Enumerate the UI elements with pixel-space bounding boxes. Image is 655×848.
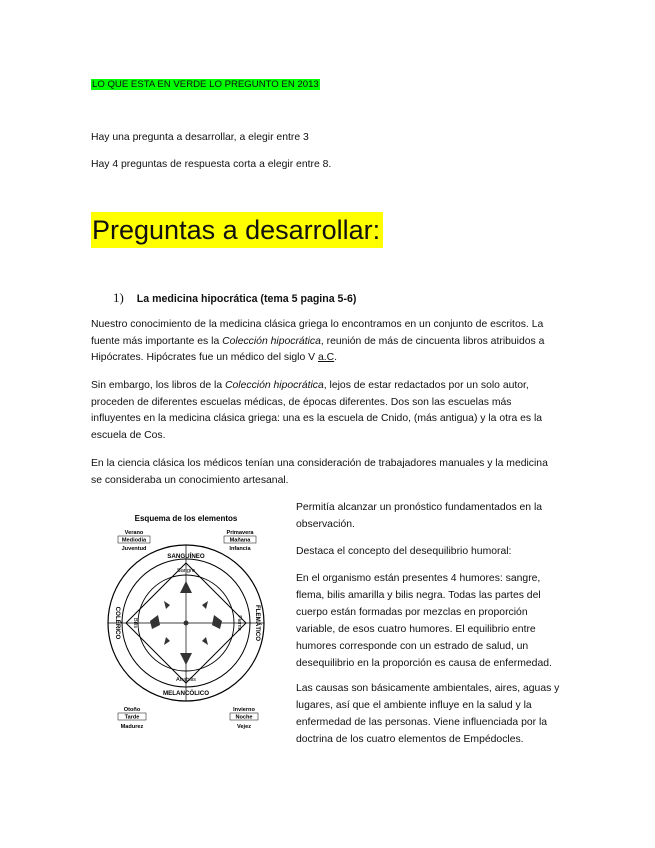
label-verano: Verano (124, 530, 144, 536)
label-juventud: Juventud (121, 546, 147, 552)
question-1-heading (113, 290, 356, 306)
label-madurez: Madurez (120, 724, 144, 730)
label-melancolico: MELANCÓLICO (162, 690, 210, 697)
label-flema: Flema (236, 615, 242, 631)
label-mediodia: Mediodía (121, 537, 147, 544)
label-flematico: FLEMÁTICO (254, 604, 261, 642)
label-vejez: Vejez (237, 724, 251, 730)
label-invierno: Invierno (233, 707, 255, 713)
label-sanguineo: SANGUÍNEO (167, 553, 205, 560)
label-manana: Mañana (229, 537, 251, 544)
label-noche: Noche (235, 714, 253, 721)
right-paragraph-1: Permitía alcanzar un pronóstico fundamentados en la observación. (296, 502, 543, 530)
label-sangre: Sangre (176, 568, 196, 574)
label-infancia: Infancia (229, 546, 251, 552)
section-title: Preguntas a desarrollar: (91, 212, 383, 248)
question-title: La medicina hipocrática (tema 5 pagina 5-6) (136, 293, 357, 305)
label-otono: Otoño (123, 707, 141, 713)
right-paragraph-2: Destaca el concepto del desequilibrio humoral: (296, 546, 512, 557)
question-number: 1) (113, 290, 124, 305)
label-colerico: COLÉRICO (114, 606, 121, 640)
label-tarde: Tarde (124, 714, 140, 721)
center-dot-icon (184, 621, 189, 626)
elements-diagram (106, 503, 266, 735)
intro-line-2: Hay 4 preguntas de respuesta corta a elegir entre 8. (91, 159, 332, 170)
paragraph-2: Sin embargo, los libros de la Colección hipocrática, lejos de estar redactados por un solo autor, proceden de diferentes escuelas médicas, de épocas diferentes. Dos son las escuelas más influyentes en la medicina clásica griega: una es la escuela de Cnido, (más antigua) y la otra es la escuela de Cos. (91, 380, 543, 441)
label-atrabilis: Atrabilis (176, 677, 196, 683)
fire-figure-icon (150, 615, 160, 629)
diagram-title: Esquema de los elementos (134, 514, 238, 523)
air-figure-icon (180, 581, 192, 593)
right-paragraph-4: Las causas son básicamente ambientales, aires, aguas y lugares, así que el ambiente influye en la salud y la enfermedad de las personas. Viene influenciada por la doctrina de los cuatro elementos de Empédocles. (296, 683, 560, 745)
label-primavera: Primavera (226, 530, 254, 536)
paragraph-1: Nuestro conocimiento de la medicina clásica griega lo encontramos en un conjunto de escritos. La fuente más importante es la Colección hipocrática, reunión de más de cincuenta libros atribuidos a Hipócrates. Hipócrates fue un médico del siglo V a.C. (91, 319, 545, 364)
label-bilis: Bilis (132, 617, 138, 629)
water-figure-icon (212, 615, 222, 629)
intro-line-1: Hay una pregunta a desarrollar, a elegir entre 3 (91, 132, 309, 143)
highlighted-note: LO QUE ESTA EN VERDE LO PREGUNTO EN 2013 (92, 79, 319, 90)
right-paragraph-3: En el organismo están presentes 4 humores: sangre, flema, bilis amarilla y bilis negra. Todas las partes del cuerpo están formadas por mezclas en proporción variable, de esos cuatro humores. El equilibrio entre humores corresponde con un estrado de salud, un desequilibrio en la proporción es causa de enfermedad. (296, 573, 552, 669)
paragraph-3: En la ciencia clásica los médicos tenían una consideración de trabajadores manuales y la medicina se consideraba un conocimiento artesanal. (91, 458, 548, 486)
earth-figure-icon (180, 653, 192, 665)
